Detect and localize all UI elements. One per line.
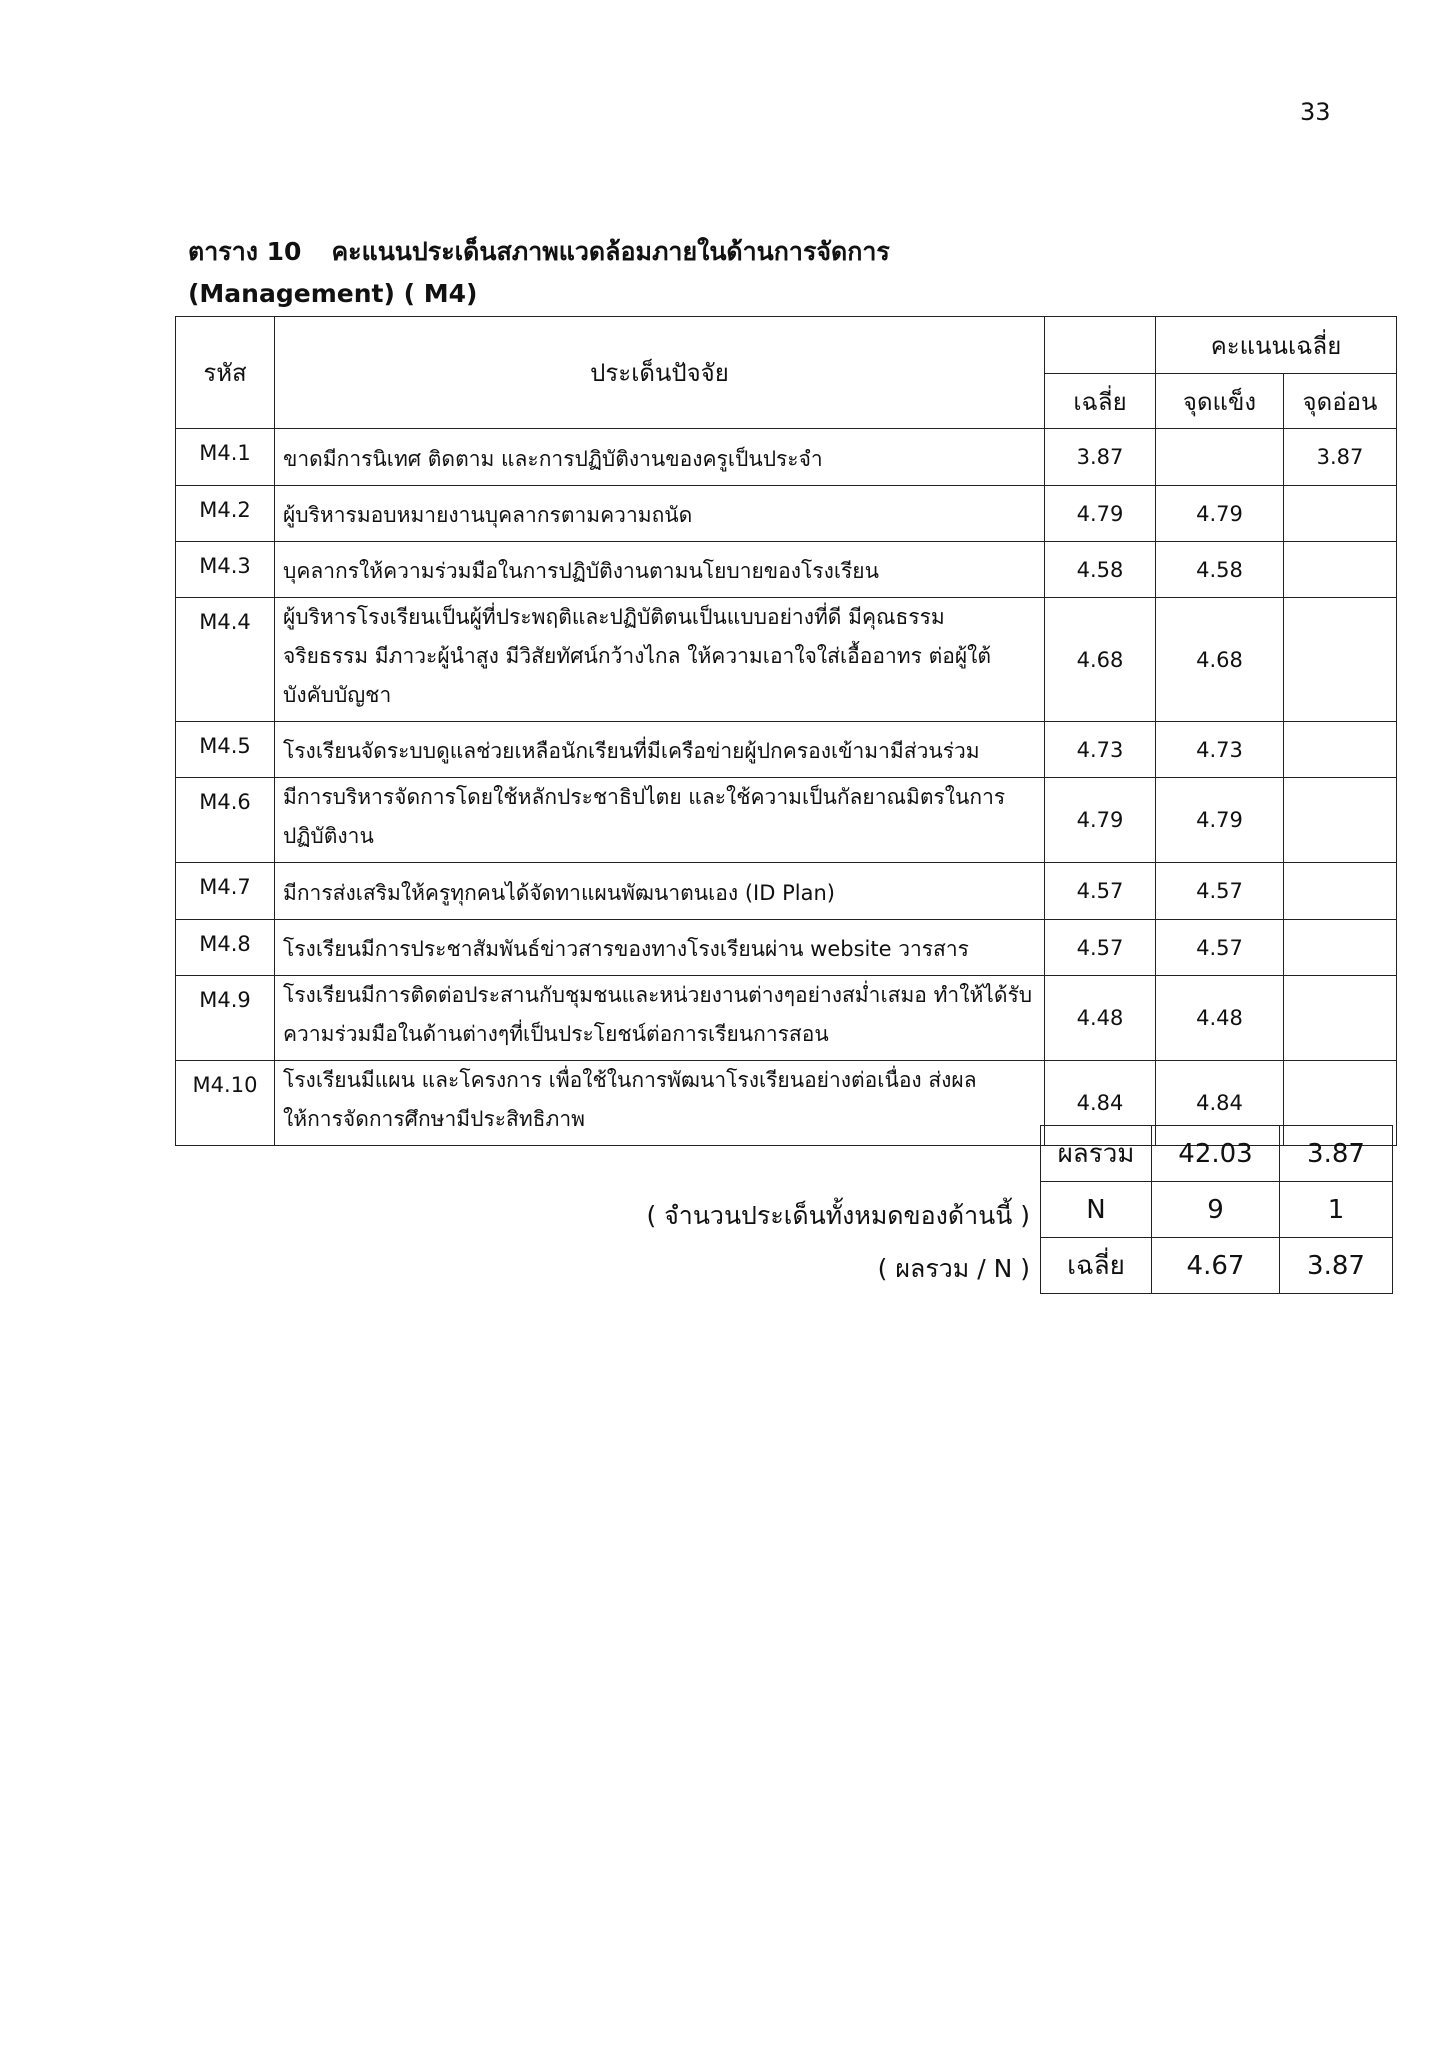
row-strength: 4.79 bbox=[1156, 486, 1284, 542]
table-caption-label: ตาราง 10 bbox=[188, 237, 302, 266]
header-mean: เฉลี่ย bbox=[1045, 374, 1156, 429]
n-weakness: 1 bbox=[1280, 1182, 1393, 1238]
summary-table bbox=[1040, 1125, 1393, 1294]
row-mean: 4.79 bbox=[1045, 486, 1156, 542]
row-factor-text: โรงเรียนมีการประชาสัมพันธ์ข่าวสารของทางโรงเรียนผ่าน website วารสาร bbox=[275, 920, 1045, 976]
total-label: ผลรวม bbox=[1041, 1126, 1152, 1182]
row-code: M4.1 bbox=[176, 429, 275, 486]
row-mean: 4.57 bbox=[1045, 920, 1156, 976]
row-code: M4.2 bbox=[176, 486, 275, 542]
avg-weakness: 3.87 bbox=[1280, 1238, 1393, 1294]
header-avg-score: คะแนนเฉลี่ย bbox=[1156, 317, 1397, 374]
row-strength: 4.57 bbox=[1156, 920, 1284, 976]
count-note: ( จำนวนประเด็นทั้งหมดของด้านนี้ ) bbox=[646, 1201, 1030, 1230]
header-factor: ประเด็นปัจจัย bbox=[275, 317, 1045, 429]
row-factor-text: มีการบริหารจัดการโดยใช้หลักประชาธิปไตย และใช้ความเป็นกัลยาณมิตรในการปฏิบัติงาน bbox=[275, 778, 1045, 863]
n-strength: 9 bbox=[1152, 1182, 1280, 1238]
row-factor-text: ขาดมีการนิเทศ ติดตาม และการปฏิบัติงานของครูเป็นประจำ bbox=[275, 429, 1045, 486]
row-strength bbox=[1156, 429, 1284, 486]
row-strength: 4.84 bbox=[1156, 1061, 1284, 1146]
row-strength: 4.68 bbox=[1156, 598, 1284, 722]
score-table bbox=[175, 316, 1397, 1146]
table-caption-title: คะแนนประเด็นสภาพแวดล้อมภายในด้านการจัดการ bbox=[331, 237, 890, 266]
total-strength: 42.03 bbox=[1152, 1126, 1280, 1182]
header-blank bbox=[1045, 317, 1156, 374]
row-strength: 4.58 bbox=[1156, 542, 1284, 598]
row-weakness bbox=[1284, 778, 1397, 863]
row-weakness: 3.87 bbox=[1284, 429, 1397, 486]
row-strength: 4.48 bbox=[1156, 976, 1284, 1061]
table-row bbox=[176, 486, 1397, 542]
row-mean: 4.73 bbox=[1045, 722, 1156, 778]
header-strength: จุดแข็ง bbox=[1156, 374, 1284, 429]
table-row bbox=[176, 778, 1397, 863]
total-weakness: 3.87 bbox=[1280, 1126, 1393, 1182]
page-number: 33 bbox=[1300, 98, 1331, 126]
row-factor-text: โรงเรียนมีการติดต่อประสานกับชุมชนและหน่วยงานต่างๆอย่างสม่ำเสมอ ทำให้ได้รับความร่วมมือในด้านต่างๆที่เป็นประโยชน์ต่อการเรียนการสอน bbox=[275, 976, 1045, 1061]
row-strength: 4.73 bbox=[1156, 722, 1284, 778]
header-weakness: จุดอ่อน bbox=[1284, 374, 1397, 429]
table-caption-subtitle: (Management) ( M4) bbox=[188, 279, 478, 308]
row-mean: 3.87 bbox=[1045, 429, 1156, 486]
row-weakness bbox=[1284, 722, 1397, 778]
table-caption bbox=[188, 232, 890, 272]
row-code: M4.9 bbox=[176, 976, 275, 1061]
row-code: M4.4 bbox=[176, 598, 275, 722]
row-weakness bbox=[1284, 863, 1397, 920]
row-weakness bbox=[1284, 976, 1397, 1061]
avg-strength: 4.67 bbox=[1152, 1238, 1280, 1294]
table-row bbox=[176, 598, 1397, 722]
row-code: M4.3 bbox=[176, 542, 275, 598]
row-factor-text: ผู้บริหารโรงเรียนเป็นผู้ที่ประพฤติและปฏิบัติตนเป็นแบบอย่างที่ดี มีคุณธรรม จริยธรรม มีภาวะผู้นำสูง มีวิสัยทัศน์กว้างไกล ให้ความเอาใจใส่เอื้ออาทร ต่อผู้ใต้บังคับบัญชา bbox=[275, 598, 1045, 722]
row-factor-text: บุคลากรให้ความร่วมมือในการปฏิบัติงานตามนโยบายของโรงเรียน bbox=[275, 542, 1045, 598]
avg-note: ( ผลรวม / N ) bbox=[877, 1254, 1030, 1283]
header-code: รหัส bbox=[176, 317, 275, 429]
row-weakness bbox=[1284, 920, 1397, 976]
row-weakness bbox=[1284, 486, 1397, 542]
row-strength: 4.79 bbox=[1156, 778, 1284, 863]
row-mean: 4.57 bbox=[1045, 863, 1156, 920]
row-code: M4.6 bbox=[176, 778, 275, 863]
row-code: M4.8 bbox=[176, 920, 275, 976]
row-mean: 4.68 bbox=[1045, 598, 1156, 722]
row-factor-text: ผู้บริหารมอบหมายงานบุคลากรตามความถนัด bbox=[275, 486, 1045, 542]
table-row bbox=[176, 863, 1397, 920]
row-code: M4.7 bbox=[176, 863, 275, 920]
row-mean: 4.58 bbox=[1045, 542, 1156, 598]
row-weakness bbox=[1284, 598, 1397, 722]
table-row bbox=[176, 429, 1397, 486]
table-row bbox=[176, 976, 1397, 1061]
row-weakness bbox=[1284, 542, 1397, 598]
table-row bbox=[176, 722, 1397, 778]
row-mean: 4.79 bbox=[1045, 778, 1156, 863]
row-factor-text: มีการส่งเสริมให้ครูทุกคนได้จัดทาแผนพัฒนาตนเอง (ID Plan) bbox=[275, 863, 1045, 920]
row-factor-text: โรงเรียนมีแผน และโครงการ เพื่อใช้ในการพัฒนาโรงเรียนอย่างต่อเนื่อง ส่งผลให้การจัดการศึกษามีประสิทธิภาพ bbox=[275, 1061, 1045, 1146]
row-mean: 4.84 bbox=[1045, 1061, 1156, 1146]
avg-label: เฉลี่ย bbox=[1041, 1238, 1152, 1294]
row-factor-text: โรงเรียนจัดระบบดูแลช่วยเหลือนักเรียนที่มีเครือข่ายผู้ปกครองเข้ามามีส่วนร่วม bbox=[275, 722, 1045, 778]
table-row bbox=[176, 542, 1397, 598]
table-body bbox=[176, 429, 1397, 1146]
row-code: M4.10 bbox=[176, 1061, 275, 1146]
row-mean: 4.48 bbox=[1045, 976, 1156, 1061]
n-label: N bbox=[1041, 1182, 1152, 1238]
table-row bbox=[176, 920, 1397, 976]
row-strength: 4.57 bbox=[1156, 863, 1284, 920]
row-code: M4.5 bbox=[176, 722, 275, 778]
